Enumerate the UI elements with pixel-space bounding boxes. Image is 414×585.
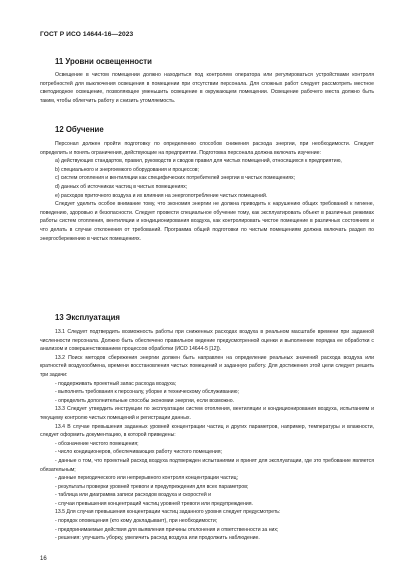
page-number: 16	[40, 556, 47, 562]
list-item: е) расходов приточного воздуха и их влияния на энергопотребление чистых помещений.	[55, 192, 268, 199]
paragraph: 13.1 Следует подтвердить возможность работы при сниженных расходах воздуха в реальном масштабе времени при заданной численности персонала. Должно быть обеспечено правильное ведение предусмотренной оценки и выполнение порядка ее обработки с анализом и совершенствованием процессов обработки (ИСО 14644-5 [12]).	[40, 329, 374, 353]
list-item: - таблица или диаграмма записи расходов воздуха и скоростей и	[55, 492, 212, 499]
list-item: b) специального и энергоемкого оборудования и процессов;	[55, 166, 199, 173]
paragraph: 13.3 Следует утвердить инструкции по эксплуатации систем отопления, вентиляции и кондиционирования воздуха, испытаниям и текущему контролю чистых помещений и регистрации данных.	[40, 406, 374, 421]
list-item: - определить дополнительные способы экономии энергии, если возможно.	[55, 397, 235, 404]
paragraph: 13.2 Поиск методов сбережения энергии должен быть направлен на определение реальных значений расхода воздуха или кратностей воздухообмена, времени восстановления чистых помещений и заданную работу. Для достижения этой цели следует решить три задачи:	[40, 354, 374, 378]
section-11-title: 11 Уровни освещенности	[55, 57, 152, 66]
list-item: - случаи превышения концентраций частиц уровней тревоги или предупреждения.	[55, 500, 253, 507]
section-12-body	[40, 140, 374, 243]
list-item: а) действующих стандартов, правил, руководств и сводов правил для чистых помещений, относящихся к предприятию,	[55, 158, 342, 165]
list-item: - решения: улучшить уборку, увеличить расход воздуха или продолжить наблюдение.	[55, 535, 260, 542]
paragraph: Освещение в чистом помещении должно находиться под контролем оператора или регулироваться устройствами контроля потребностей для выключения освещения в помещении при отсутствии персонала. Для сложных работ следует рассмотреть местное светодиодное освещение, позволяющее уменьшить освещение в окружающем помещении. Освещение рабочего места должно быть таким, чтобы облегчить работу и снизить утомляемость.	[40, 72, 374, 104]
section-13-title: 13 Эксплуатация	[55, 313, 120, 322]
paragraph: Персонал должен пройти подготовку по определению способов снижения расхода энергии, при необходимости. Следует определить и понять ограничения, действующие на предприятии. Подготовка персонала должна включать изучение:	[40, 141, 374, 156]
list-item: - данные о том, что проектный расход воздуха подтвержден испытаниями и принят для эксплуатации, где это требование является обязательным;	[40, 457, 374, 473]
list-item: - предпринимаемые действия для выявления причины отклонения и ответственности за них;	[55, 526, 279, 533]
list-item: d) данных об источниках частиц в чистых помещениях;	[55, 183, 188, 190]
list-item: - результаты проверки уровней тревоги и предупреждения для всех параметров;	[55, 483, 249, 490]
list-item: - выполнять требования к персоналу, уборке и техническому обслуживанию;	[55, 389, 239, 396]
list-item: - число кондиционеров, обеспечивающих работу чистого помещения;	[55, 449, 222, 456]
list-item: - данные периодического или непрерывного контроля концентрации частиц;	[55, 475, 239, 482]
document-code: ГОСТ Р ИСО 14644-16—2023	[40, 31, 134, 38]
list-item: - порядок оповещения (кто кому докладывает), при необходимости;	[55, 518, 218, 525]
list-item: с) систем отопления и вентиляции как специфических потребителей энергии в чистых помещениях;	[55, 175, 295, 182]
list-item: - поддерживать проектный запас расхода воздуха;	[55, 380, 177, 387]
section-12-title: 12 Обучение	[55, 125, 104, 134]
paragraph: 13.5 Для случая превышения концентрации частиц заданного уровня следует предусмотреть:	[55, 509, 281, 516]
list-item: - обозначение чистого помещения;	[55, 440, 139, 447]
paragraph: 13.4 В случае превышения заданных уровней концентрации частиц и других параметров, например, температуры и влажности, следует оформить документацию, в которой приведены:	[40, 423, 374, 439]
paragraph: Следует уделить особое внимание тому, что экономия энергии не должна приводить к нарушению общих требований к гигиене, поведению, здоровью и безопасности. Следует провести специальное обучение тому, как эксплуатировать объект в различных режимах работы систем отопления, вентиляции и кондиционирования воздуха, как контролировать чистое помещение в различных состояниях и что делать в случае отклонения от требований. Программа общей подготовки по чистым помещениям должна включать раздел по энергосбережению в чистых помещениях.	[40, 201, 374, 242]
section-11-body	[40, 71, 374, 105]
section-13-body	[40, 328, 374, 543]
